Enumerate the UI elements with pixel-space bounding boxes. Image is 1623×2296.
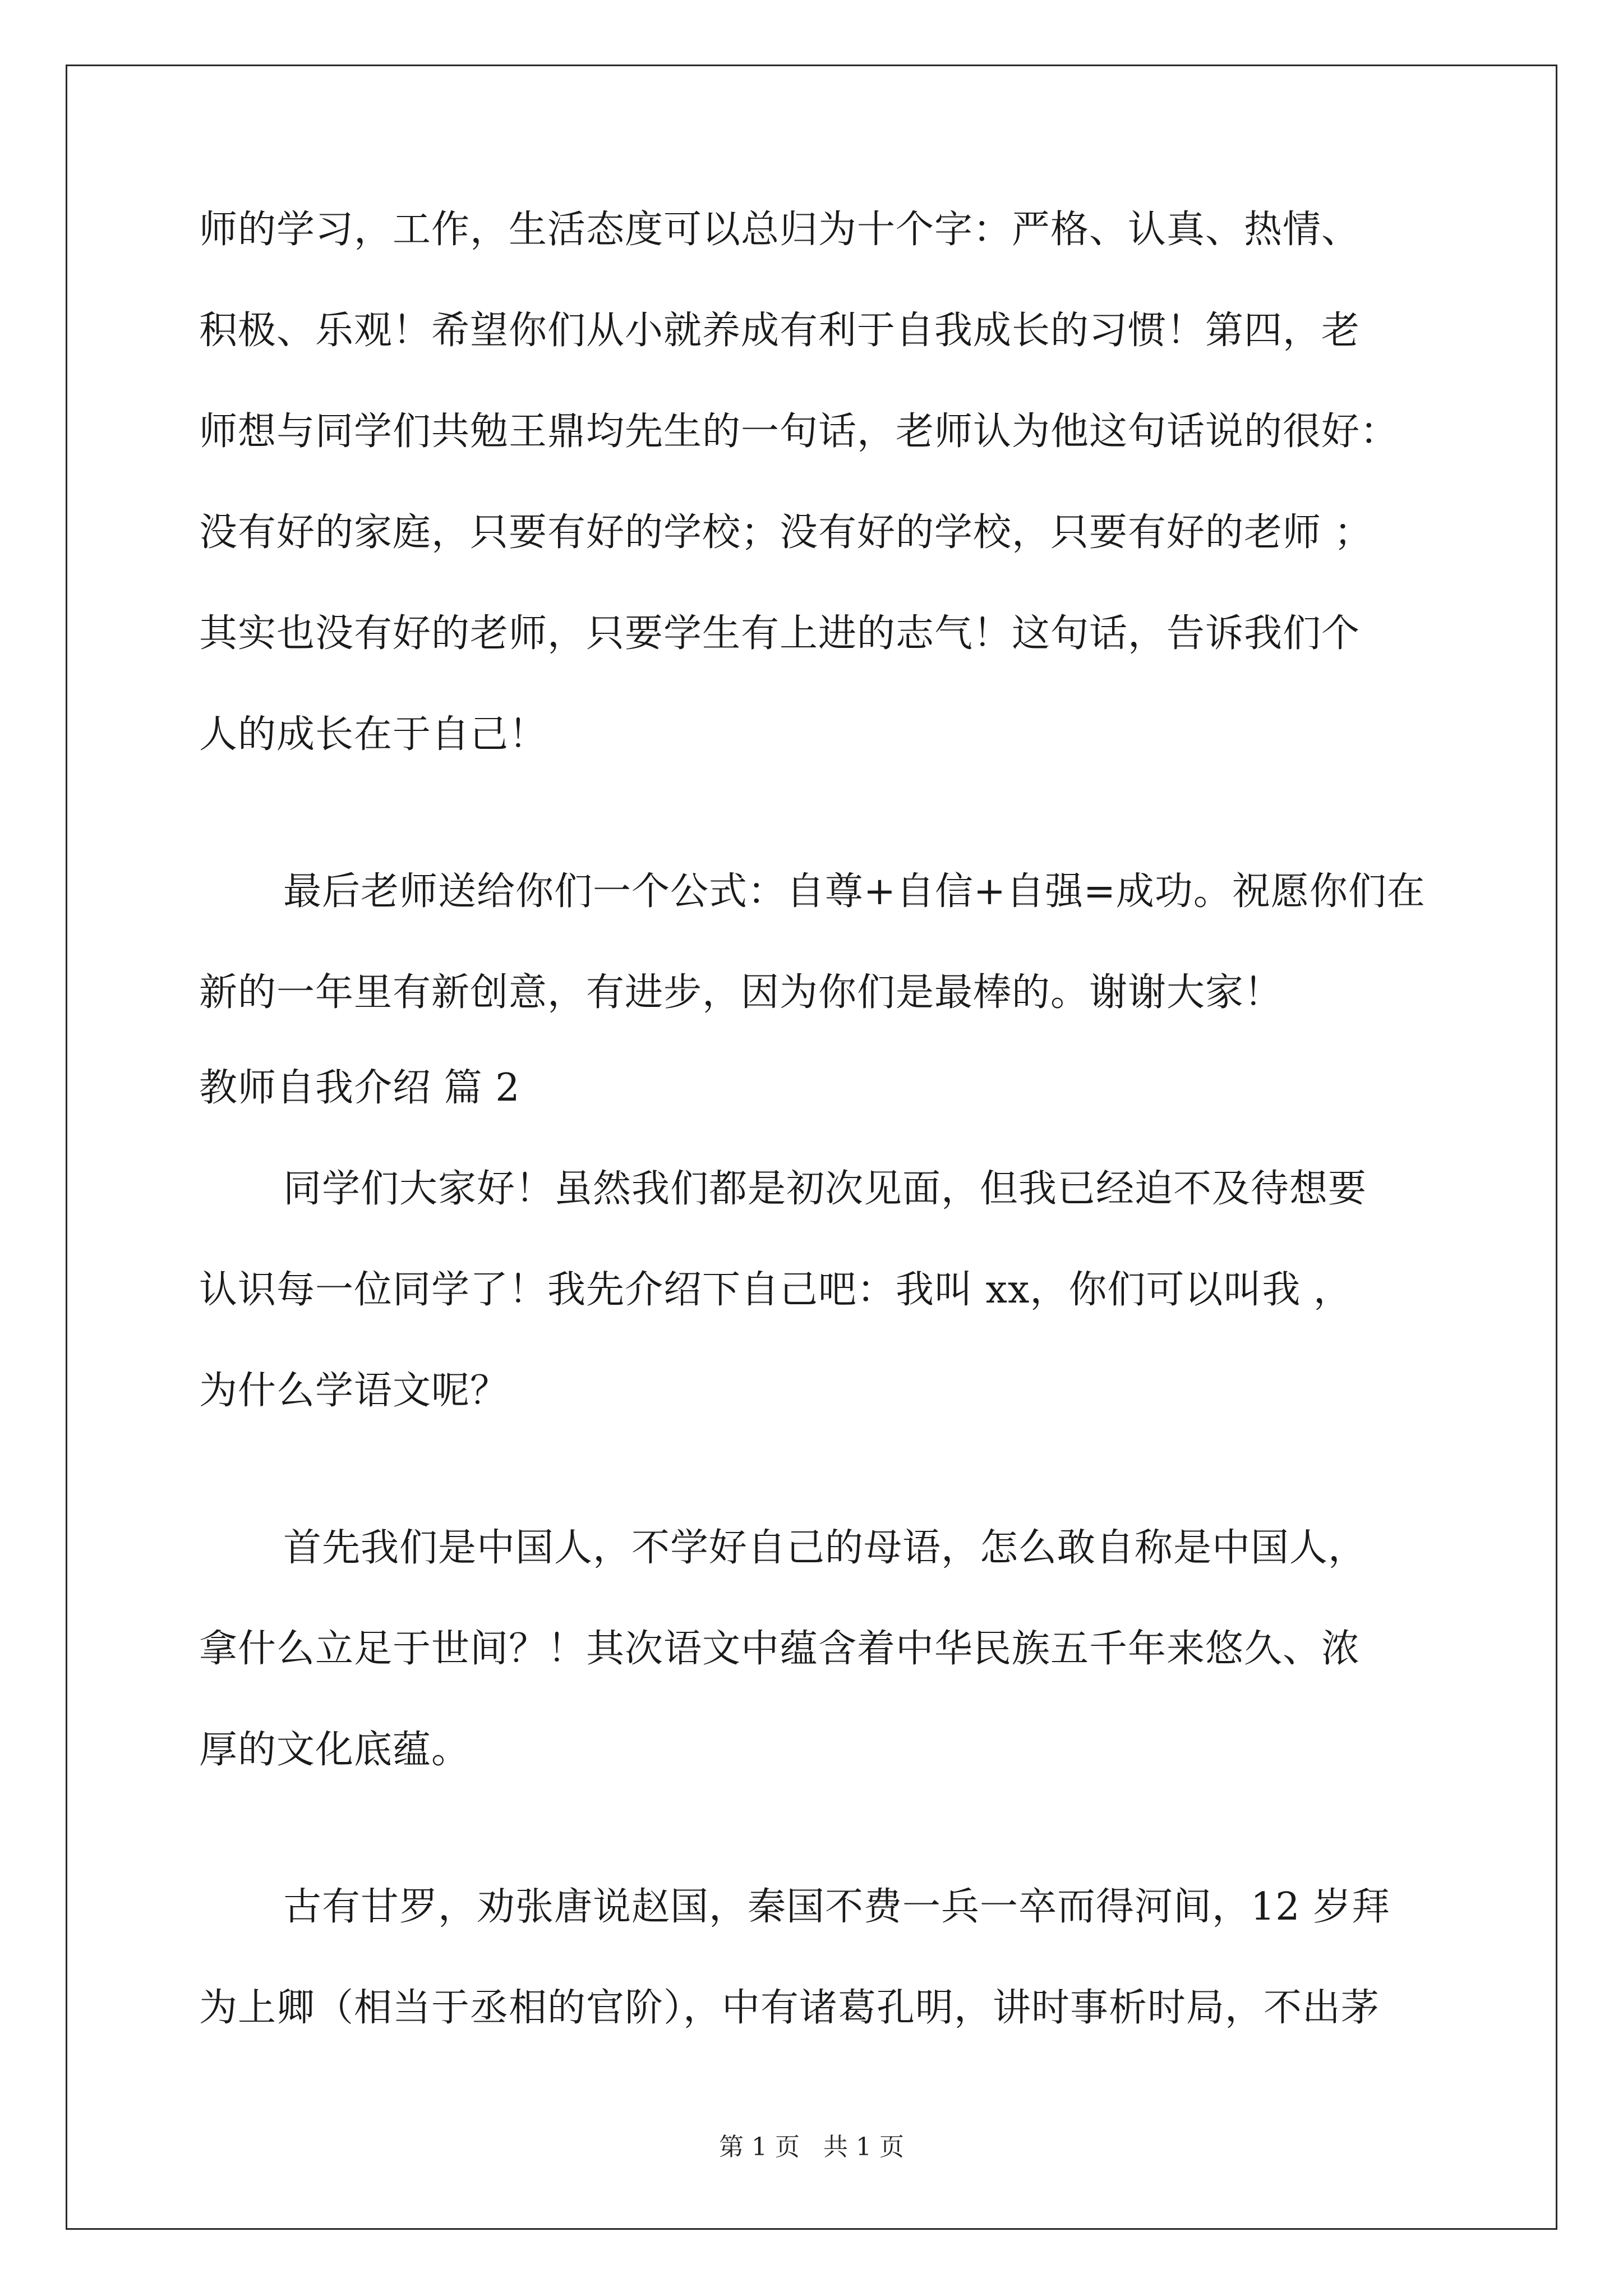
paragraph-start-line: 古有甘罗，劝张唐说赵国，秦国不费一兵一卒而得河间，12 岁拜: [283, 1885, 1391, 1929]
body-line: 为什么学语文呢？: [199, 1369, 509, 1413]
body-line: 没有好的家庭，只要有好的学校；没有好的学校，只要有好的老师 ；: [199, 510, 1373, 555]
page-footer: 第 1 页 共 1 页: [719, 2133, 904, 2161]
body-line: 其实也没有好的老师，只要学生有上进的志气！这句话，告诉我们个: [199, 611, 1361, 656]
body-line: 新的一年里有新创意，有进步，因为你们是最棒的。谢谢大家！: [199, 970, 1283, 1015]
body-line: 积极、乐观！希望你们从小就养成有利于自我成长的习惯！第四，老: [199, 309, 1361, 353]
body-line: 厚的文化底蕴。: [199, 1728, 471, 1772]
body-line: 师想与同学们共勉王鼎均先生的一句话，老师认为他这句话说的很好：: [199, 409, 1399, 454]
paragraph-start-line: 最后老师送给你们一个公式：自尊+自信+自强=成功。祝愿你们在: [283, 869, 1426, 914]
body-line: 师的学习，工作，生活态度可以总归为十个字：严格、认真、热情、: [199, 208, 1361, 252]
body-line: 认识每一位同学了！我先介绍下自己吧：我叫 xx，你们可以叫我 ，: [199, 1268, 1352, 1312]
section-heading: 教师自我介绍 篇 2: [199, 1066, 520, 1110]
paragraph-start-line: 首先我们是中国人，不学好自己的母语，怎么敢自称是中国人，: [283, 1526, 1367, 1570]
body-line: 为上卿（相当于丞相的官阶），中有诸葛孔明，讲时事析时局，不出茅: [199, 1986, 1380, 2030]
body-line: 人的成长在于自己！: [199, 712, 548, 757]
paragraph-start-line: 同学们大家好！虽然我们都是初次见面，但我已经迫不及待想要: [283, 1167, 1367, 1211]
body-line: 拿什么立足于世间？！其次语文中蕴含着中华民族五千年来悠久、浓: [199, 1627, 1361, 1671]
